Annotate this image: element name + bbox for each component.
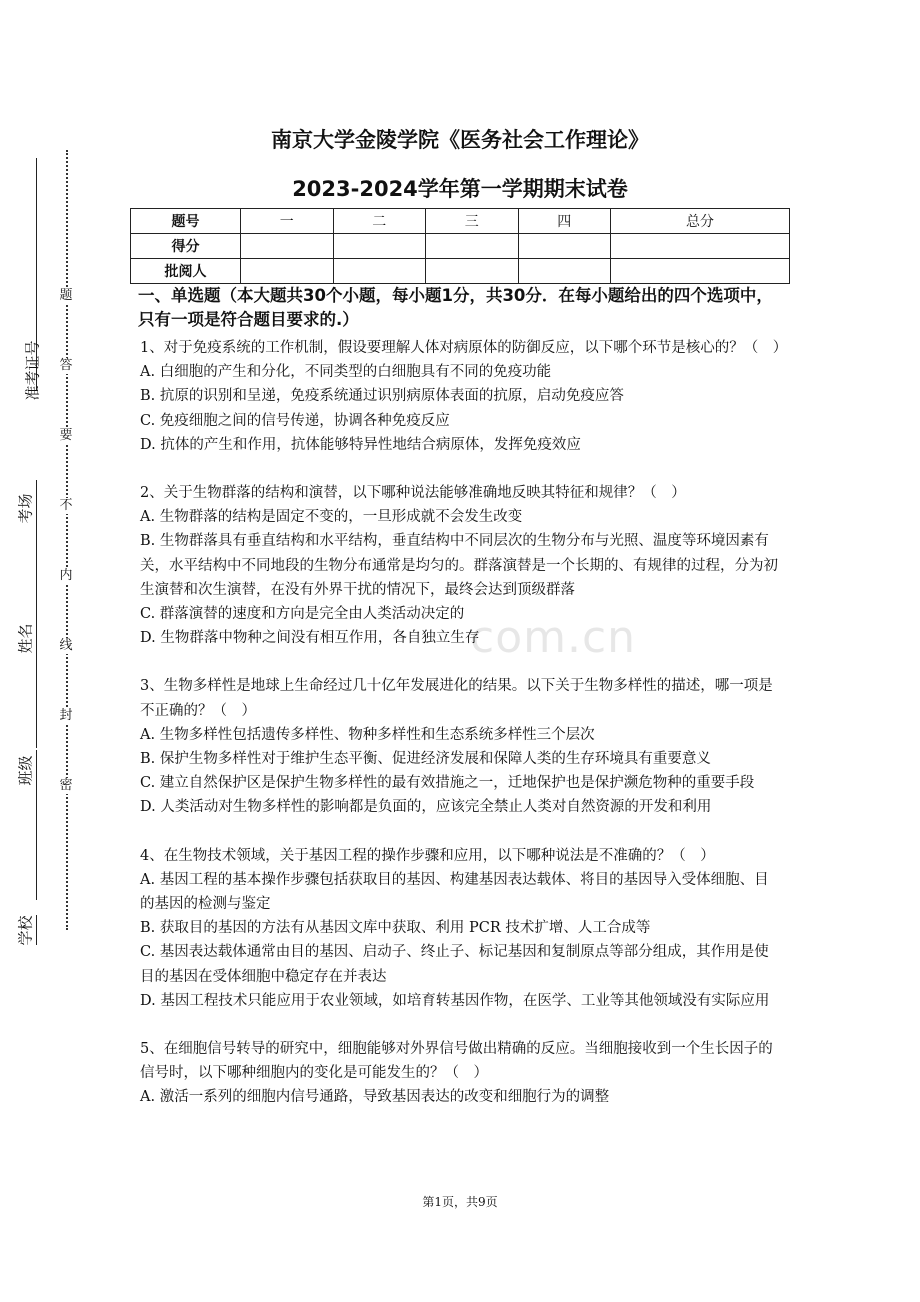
question — [140, 1037, 782, 1110]
label-underline — [36, 750, 37, 900]
grader-row — [131, 259, 790, 284]
grader-cell[interactable] — [426, 259, 519, 284]
seal-char: 要 — [59, 428, 73, 443]
score-table-header: 一 — [241, 209, 334, 234]
option: C. 基因表达载体通常由目的基因、启动子、终止子、标记基因和复制原点等部分组成，其作用是使目的基因在受体细胞中稳定存在并表达 — [140, 944, 769, 985]
score-cell[interactable] — [518, 234, 611, 259]
exam-title-line1: 南京大学金陵学院《医务社会工作理论》 — [271, 128, 649, 152]
question-area — [138, 284, 788, 1134]
question-stem: 5、在细胞信号转导的研究中，细胞能够对外界信号做出精确的反应。当细胞接收到一个生长因子的信号时，以下哪种细胞内的变化是可能发生的？（ ） — [140, 1041, 773, 1082]
name-label: 姓名 — [16, 623, 35, 654]
score-table-header: 总分 — [611, 209, 790, 234]
option: A. 基因工程的基本操作步骤包括获取目的基因、构建基因表达载体、将目的基因导入受体细胞、目的基因的检测与鉴定 — [140, 871, 769, 913]
label-underline — [36, 606, 37, 748]
question — [140, 674, 782, 819]
option: D. 生物群落中物种之间没有相互作用，各自独立生存 — [140, 630, 480, 647]
seal-char: 题 — [59, 288, 73, 303]
score-table-header-row — [131, 209, 790, 234]
seal-dotted-line — [66, 150, 68, 930]
page-footer: 第1页，共9页 — [422, 1195, 498, 1209]
question-stem: 1、对于免疫系统的工作机制，假设要理解人体对病原体的防御反应，以下哪个环节是核心的？（ ） — [140, 340, 788, 356]
grader-cell[interactable] — [518, 259, 611, 284]
score-cell[interactable] — [426, 234, 519, 259]
section-title: 一、单选题（本大题共30个小题，每小题1分，共30分．在每小题给出的四个选项中，只有一项是符合题目要求的.） — [138, 286, 773, 329]
question-stem: 3、生物多样性是地球上生命经过几十亿年发展进化的结果。以下关于生物多样性的描述，哪一项是不正确的？（ ） — [140, 678, 773, 719]
grader-row-label: 批阅人 — [131, 259, 241, 284]
score-cell[interactable] — [241, 234, 334, 259]
score-table-header: 二 — [333, 209, 426, 234]
question-stem: 4、在生物技术领域，关于基因工程的操作步骤和应用，以下哪种说法是不准确的？（ ） — [140, 847, 715, 864]
option: C. 建立自然保护区是保护生物多样性的最有效措施之一，迁地保护也是保护濒危物种的重要手段 — [140, 775, 755, 792]
question — [140, 336, 788, 457]
seal-char: 内 — [59, 568, 73, 583]
option: B. 保护生物多样性对于维护生态平衡、促进经济发展和保障人类的生存环境具有重要意义 — [140, 751, 711, 768]
score-row-label: 得分 — [131, 234, 241, 259]
seal-char: 不 — [59, 498, 73, 513]
watermark: com.cn — [470, 612, 637, 663]
option: C. 免疫细胞之间的信号传递，协调各种免疫反应 — [140, 412, 450, 429]
option: A. 白细胞的产生和分化，不同类型的白细胞具有不同的免疫功能 — [140, 364, 552, 381]
school-label: 学校 — [16, 915, 35, 946]
score-table — [130, 208, 790, 284]
score-table-header: 三 — [426, 209, 519, 234]
question — [140, 481, 782, 650]
option: B. 获取目的基因的方法有从基因文库中获取、利用 PCR 技术扩增、人工合成等 — [140, 920, 651, 937]
option: D. 抗体的产生和作用，抗体能够特异性地结合病原体，发挥免疫效应 — [140, 436, 581, 453]
class-label: 班级 — [16, 755, 35, 786]
option: C. 群落演替的速度和方向是完全由人类活动决定的 — [140, 606, 465, 623]
exam-id-label: 准考证号 — [23, 340, 42, 401]
exam-room-label: 考场 — [16, 493, 35, 524]
score-table-header: 题号 — [131, 209, 241, 234]
seal-char: 线 — [59, 638, 73, 653]
score-cell[interactable] — [611, 234, 790, 259]
option: A. 生物多样性包括遗传多样性、物种多样性和生态系统多样性三个层次 — [140, 726, 595, 743]
option: B. 生物群落具有垂直结构和水平结构，垂直结构中不同层次的生物分布与光照、温度等环境因素有关，水平结构中不同地段的生物分布通常是均匀的。群落演替是一个长期的、有规律的过程，分为初生演替和次生演替，在没有外界干扰的情况下，最终会达到顶级群落 — [140, 533, 778, 598]
grader-cell[interactable] — [333, 259, 426, 284]
score-cell[interactable] — [333, 234, 426, 259]
seal-char: 答 — [59, 358, 73, 373]
score-row — [131, 234, 790, 259]
exam-title-line2: 2023-2024学年第一学期期末试卷 — [292, 177, 628, 201]
grader-cell[interactable] — [241, 259, 334, 284]
option: D. 人类活动对生物多样性的影响都是负面的，应该完全禁止人类对自然资源的开发和利用 — [140, 799, 712, 816]
label-underline — [36, 915, 37, 945]
question-stem: 2、关于生物群落的结构和演替，以下哪种说法能够准确地反映其特征和规律？（ ） — [140, 485, 686, 502]
option: A. 激活一系列的细胞内信号通路，导致基因表达的改变和细胞行为的调整 — [140, 1089, 610, 1106]
grader-cell[interactable] — [611, 259, 790, 284]
option: D. 基因工程技术只能应用于农业领域，如培育转基因作物，在医学、工业等其他领域没有实际应用 — [140, 992, 770, 1009]
seal-char: 封 — [59, 708, 73, 723]
option: B. 抗原的识别和呈递，免疫系统通过识别病原体表面的抗原，启动免疫应答 — [140, 388, 624, 405]
score-table-header: 四 — [518, 209, 611, 234]
seal-char: 密 — [59, 778, 73, 793]
question — [140, 844, 782, 1013]
label-underline — [36, 480, 37, 622]
option: A. 生物群落的结构是固定不变的，一旦形成就不会发生改变 — [140, 509, 523, 526]
